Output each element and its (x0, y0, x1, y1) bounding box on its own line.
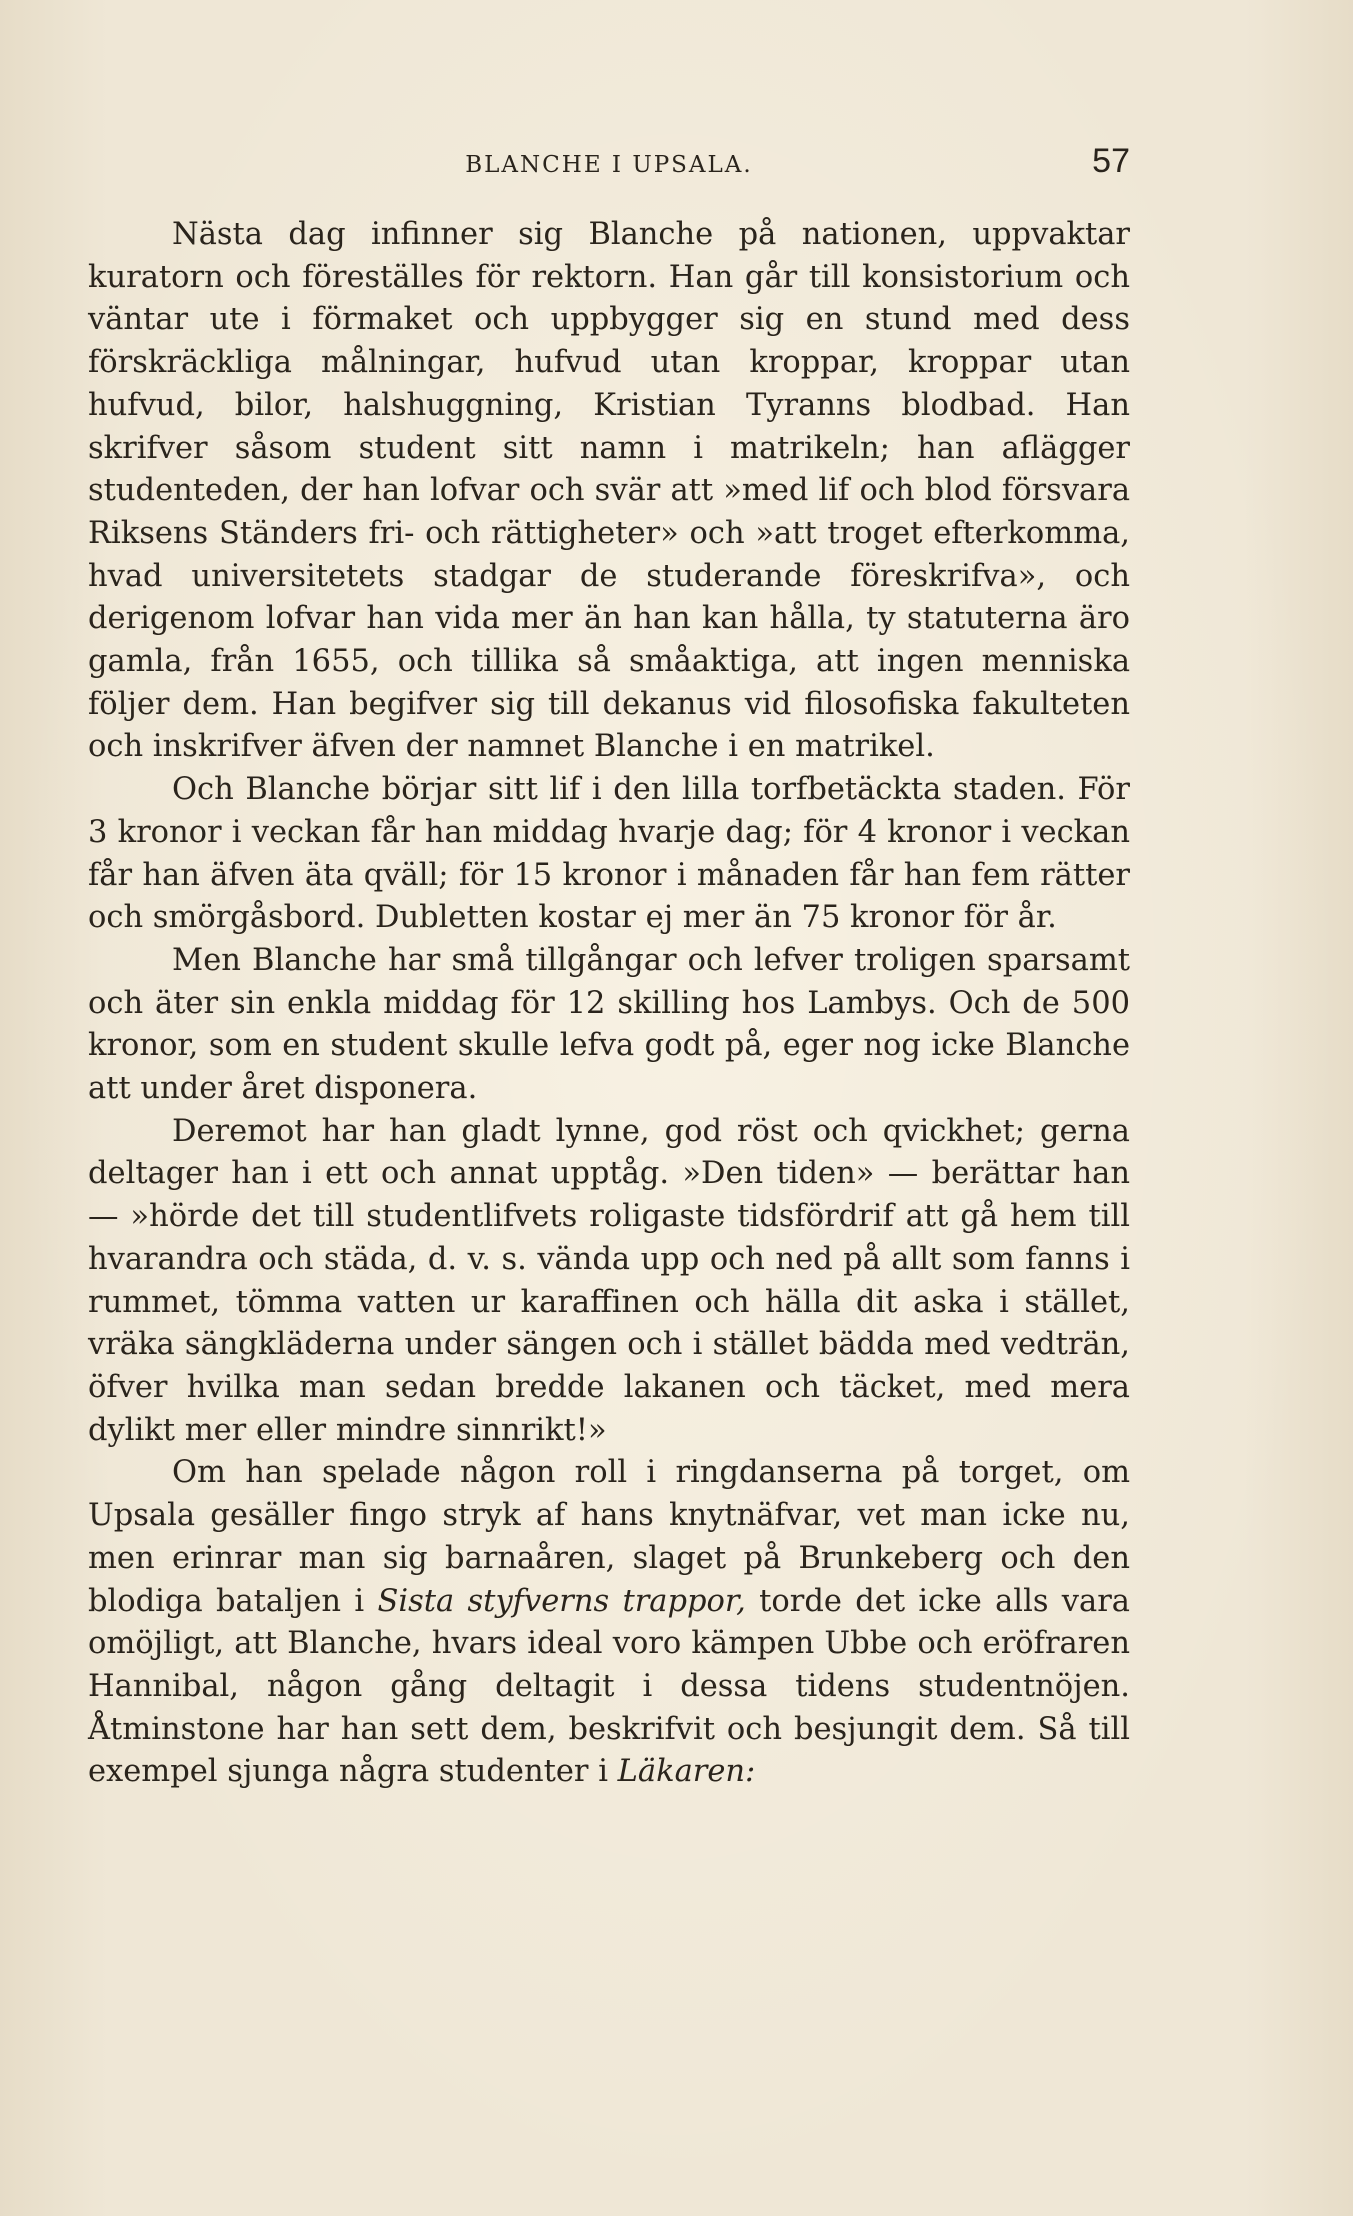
running-title: BLANCHE I UPSALA. (465, 152, 753, 178)
paragraph: Deremot har han gladt lynne, god röst och qvickhet; gerna deltager han i ett och annat upptåg. »Den tiden» — berättar han — »hörde det till studentlifvets roligaste tidsfördrif att gå hem till hvarandra och städa, d. v. s. vända upp och ned på allt som fanns i rummet, tömma vatten ur karaffinen och hälla dit aska i stället, vräka sängkläderna under sängen och i stället bädda med vedträn, öfver hvilka man sedan bredde lakanen och täcket, med mera dylikt mer eller mindre sinnrikt!» (88, 1113, 1130, 1448)
paragraph-text: torde det icke alls vara omöjligt, att Blanche, hvars ideal voro kämpen Ubbe och eröfraren Hannibal, någon gång deltagit i dessa tidens studentnöjen. Åtminstone har han sett dem, beskrifvit och besjungit dem. Så till exempel sjunga några studenter i (88, 1583, 1130, 1790)
page-number: 57 (1092, 142, 1130, 180)
paragraph: Och Blanche börjar sitt lif i den lilla torfbetäckta staden. För 3 kronor i veckan får han middag hvarje dag; för 4 kronor i veckan får han äfven äta qväll; för 15 kronor i månaden får han fem rätter och smörgåsbord. Dubletten kostar ej mer än 75 kronor för år. (88, 772, 1130, 936)
italic-title: Läkaren: (617, 1754, 756, 1790)
body-text (88, 214, 1130, 1794)
italic-title: Sista styfverns trappor, (377, 1583, 746, 1619)
running-head (88, 142, 1130, 190)
paragraph-text: Om han spelade någon roll i ringdanserna på torget, om Upsala gesäller fingo stryk af hans knytnäfvar, vet man icke nu, men erinrar man sig barnaåren, slaget på Brunkeberg och den blodiga bataljen i (88, 1455, 1130, 1619)
paragraph: Nästa dag infinner sig Blanche på nationen, uppvaktar kuratorn och föreställes för rektorn. Han går till konsistorium och väntar ute i förmaket och uppbygger sig en stund med dess förskräckliga målningar, hufvud utan kroppar, kroppar utan hufvud, bilor, halshuggning, Kristian Tyranns blodbad. Han skrifver såsom student sitt namn i matrikeln; han aflägger studenteden, der han lofvar och svär att »med lif och blod försvara Riksens Ständers fri- och rättigheter» och »att troget efterkomma, hvad universitetets stadgar de studerande föreskrifva», och derigenom lofvar han vida mer än han kan hålla, ty statuterna äro gamla, från 1655, och tillika så småaktiga, att ingen menniska följer dem. Han begifver sig till dekanus vid filosofiska fakulteten och inskrifver äfven der namnet Blanche i en matrikel. (88, 217, 1130, 765)
paragraph (88, 1452, 1130, 1794)
paragraph: Men Blanche har små tillgångar och lefver troligen sparsamt och äter sin enkla middag för 12 skilling hos Lambys. Och de 500 kronor, som en student skulle lefva godt på, eger nog icke Blanche att under året disponera. (88, 942, 1130, 1107)
